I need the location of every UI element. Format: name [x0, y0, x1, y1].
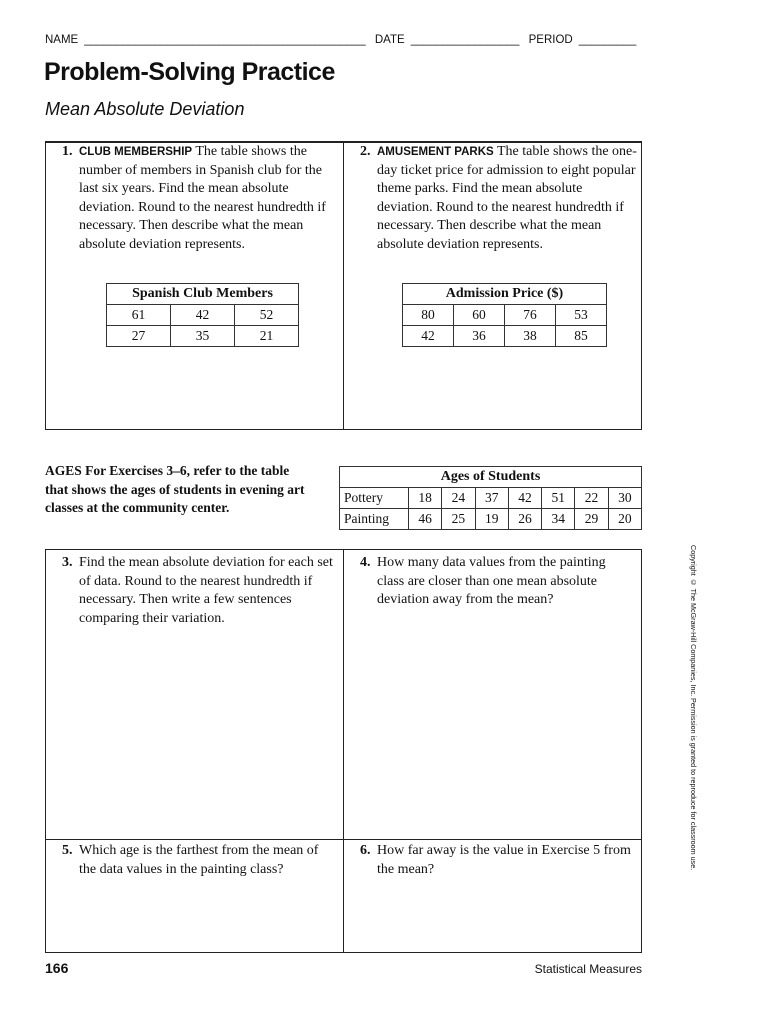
problem-6-text: How far away is the value in Exercise 5 from the mean?: [377, 843, 631, 877]
spanish-club-table: [106, 283, 299, 347]
table-cell: 24: [442, 488, 475, 509]
problems-3-6-horizontal-divider: [45, 839, 642, 840]
problem-2-tag: AMUSEMENT PARKS: [377, 146, 494, 158]
problem-6: [360, 842, 638, 879]
problem-1-number: 1.: [62, 144, 73, 159]
name-blank: ____________________________________________: [84, 34, 366, 46]
problem-5-text: Which age is the farthest from the mean of the data values in the painting class?: [79, 843, 319, 877]
table-cell: 60: [454, 305, 505, 326]
problem-4-text: How many data values from the painting class are closer than one mean absolute deviation away from the mean?: [377, 555, 606, 607]
problem-4: [360, 554, 635, 610]
admission-price-table-title: Admission Price ($): [403, 284, 607, 305]
table-cell: 35: [170, 326, 234, 347]
table-cell: 36: [454, 326, 505, 347]
chapter-title: Statistical Measures: [534, 962, 642, 976]
period-label: PERIOD: [528, 34, 573, 46]
table-cell: 37: [475, 488, 508, 509]
page-number: 166: [45, 960, 69, 976]
period-blank: _________: [578, 34, 637, 46]
problem-1-text: The table shows the number of members in Spanish club for the last six years. Find the mean absolute deviation. Round to the nearest hundredth if necessary. Then describe what the mean absolute deviation represents.: [79, 144, 326, 252]
problem-2-number: 2.: [360, 144, 371, 159]
problem-1-tag: CLUB MEMBERSHIP: [79, 146, 193, 158]
table-cell: 51: [542, 488, 575, 509]
problem-3: [62, 554, 338, 628]
table-cell: 42: [403, 326, 454, 347]
ages-intro: AGES For Exercises 3–6, refer to the table that shows the ages of students in evening art classes at the community center.: [45, 463, 305, 515]
ages-table: [339, 466, 642, 530]
page-title: Problem-Solving Practice: [44, 58, 335, 86]
table-cell: 19: [475, 509, 508, 530]
ages-table-title: Ages of Students: [340, 467, 642, 488]
problem-1: [62, 143, 338, 254]
table-cell: 30: [608, 488, 641, 509]
table-cell: 80: [403, 305, 454, 326]
problems-1-2-divider: [343, 141, 344, 430]
table-cell: 61: [107, 305, 171, 326]
problem-2-text: The table shows the one-day ticket price for admission to eight popular theme parks. Find the mean absolute deviation. Round to the nearest hundredth if necessary. Then describe what the mean absolute deviation represents.: [377, 144, 637, 252]
problems-3-6-vertical-divider: [343, 549, 344, 953]
problem-6-number: 6.: [360, 843, 371, 858]
copyright-notice: Copyright © The McGraw-Hill Companies, Inc. Permission is granted to reproduce for classroom use.: [689, 545, 698, 871]
table-cell: 85: [556, 326, 607, 347]
student-info-header: [45, 34, 645, 46]
table-cell: 20: [608, 509, 641, 530]
table-cell: 46: [409, 509, 442, 530]
table-cell: 53: [556, 305, 607, 326]
table-cell: 29: [575, 509, 608, 530]
table-cell: 42: [170, 305, 234, 326]
date-label: DATE: [374, 34, 405, 46]
table-cell: 22: [575, 488, 608, 509]
table-cell: 38: [505, 326, 556, 347]
table-cell: 76: [505, 305, 556, 326]
problem-4-number: 4.: [360, 555, 371, 570]
problem-5-number: 5.: [62, 843, 73, 858]
date-blank: _________________: [410, 34, 520, 46]
spanish-club-table-title: Spanish Club Members: [107, 284, 299, 305]
table-cell: 27: [107, 326, 171, 347]
ages-row-label: Painting: [340, 509, 409, 530]
table-cell: 18: [409, 488, 442, 509]
table-cell: 42: [508, 488, 541, 509]
problem-2: [360, 143, 638, 254]
table-cell: 34: [542, 509, 575, 530]
table-cell: 52: [234, 305, 298, 326]
problem-3-number: 3.: [62, 555, 73, 570]
ages-row-label: Pottery: [340, 488, 409, 509]
name-label: NAME: [45, 34, 79, 46]
page-subtitle: Mean Absolute Deviation: [45, 99, 245, 119]
admission-price-table: [402, 283, 607, 347]
table-cell: 25: [442, 509, 475, 530]
problem-5: [62, 842, 338, 879]
problem-3-text: Find the mean absolute deviation for each set of data. Round to the nearest hundredth if necessary. Then write a few sentences comparing their variation.: [79, 555, 333, 626]
table-cell: 26: [508, 509, 541, 530]
table-cell: 21: [234, 326, 298, 347]
